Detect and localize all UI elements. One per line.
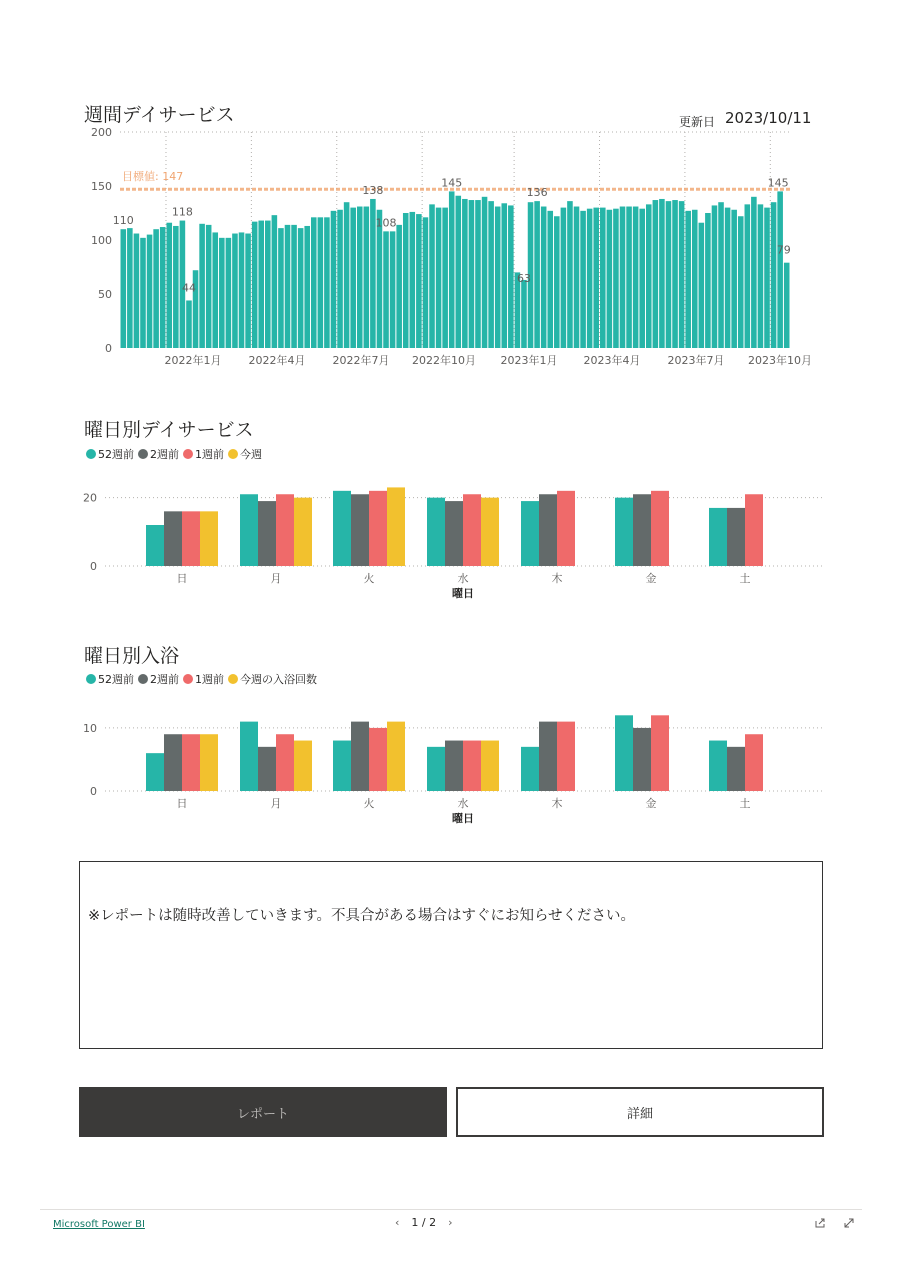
page-indicator: 1 / 2 — [411, 1216, 437, 1229]
weekly-bar — [239, 232, 245, 348]
powerbi-link[interactable]: Microsoft Power BI — [53, 1219, 145, 1230]
bar — [651, 491, 669, 566]
data-label: 79 — [776, 243, 791, 257]
x-tick-label: 水 — [457, 797, 469, 810]
bar — [240, 722, 258, 791]
weekly-bar — [337, 210, 343, 348]
bar — [200, 511, 218, 566]
share-icon[interactable] — [814, 1217, 826, 1232]
x-tick-label: 水 — [457, 572, 469, 585]
legend-item[interactable] — [86, 671, 134, 687]
weekly-bar — [672, 200, 678, 348]
weekly-bar — [653, 200, 659, 348]
weekly-bar — [206, 225, 212, 348]
data-label: 44 — [181, 281, 196, 295]
bar — [182, 734, 200, 791]
weekly-bar — [784, 263, 790, 348]
weekly-bar — [593, 208, 599, 348]
x-tick-label: 木 — [551, 572, 563, 585]
weekly-bar — [140, 238, 146, 348]
legend-item[interactable] — [183, 671, 224, 687]
bar — [557, 491, 575, 566]
weekly-bar — [620, 207, 626, 348]
legend-item[interactable] — [228, 671, 317, 687]
weekly-bar — [304, 226, 310, 348]
weekly-bar — [252, 222, 258, 348]
weekly-bar — [258, 221, 264, 348]
weekly-bar — [416, 214, 422, 348]
page-navigator — [395, 1216, 453, 1229]
dow-service-title: 曜日別デイサービス — [84, 419, 254, 441]
y-tick-label: 0 — [90, 785, 97, 798]
weekly-bar — [285, 225, 291, 348]
legend-dot — [86, 674, 96, 684]
weekly-bar — [501, 203, 507, 348]
legend-item[interactable] — [183, 446, 224, 462]
updated-label: 更新日 — [679, 115, 716, 129]
weekly-bar — [403, 213, 409, 348]
expand-icon[interactable] — [843, 1217, 855, 1232]
bar — [427, 498, 445, 566]
bar — [615, 715, 633, 791]
weekly-bar — [423, 217, 429, 348]
legend-dot — [228, 449, 238, 459]
x-tick-label: 2022年1月 — [164, 354, 222, 367]
x-tick-label: 木 — [551, 797, 563, 810]
weekly-day-service-chart[interactable] — [0, 120, 905, 380]
weekly-bar — [469, 200, 475, 348]
weekly-bar — [764, 208, 770, 348]
data-label: 138 — [362, 183, 384, 197]
bar — [369, 491, 387, 566]
x-tick-label: 火 — [363, 797, 375, 810]
dow-service-chart[interactable] — [0, 480, 905, 605]
bar — [333, 491, 351, 566]
bar — [276, 734, 294, 791]
bar — [539, 494, 557, 566]
weekly-chart-title: 週間デイサービス — [84, 104, 235, 126]
weekly-bar — [666, 201, 672, 348]
bar — [745, 494, 763, 566]
weekly-bar — [705, 213, 711, 348]
bar — [387, 722, 405, 791]
y-tick-label: 150 — [91, 180, 112, 193]
x-tick-label: 2022年4月 — [248, 354, 306, 367]
legend-label: 今週の入浴回数 — [240, 673, 317, 686]
bar — [200, 734, 218, 791]
bar — [146, 525, 164, 566]
dow-bath-legend — [86, 671, 317, 687]
weekly-bar — [626, 207, 632, 348]
weekly-bar — [738, 216, 744, 348]
weekly-bar — [121, 229, 127, 348]
x-tick-label: 2022年10月 — [412, 354, 476, 367]
weekly-bar — [699, 223, 705, 348]
data-label: 136 — [526, 186, 548, 200]
weekly-bar — [659, 199, 665, 348]
weekly-bar — [383, 231, 389, 348]
weekly-bar — [278, 228, 284, 348]
updated-date: 2023/10/11 — [725, 109, 812, 127]
bar — [164, 511, 182, 566]
weekly-bar — [344, 202, 350, 348]
bar — [146, 753, 164, 791]
chevron-left-icon[interactable]: ‹ — [395, 1216, 400, 1229]
bar — [463, 741, 481, 791]
legend-label: 52週前 — [98, 673, 134, 686]
x-tick-label: 土 — [739, 797, 751, 810]
weekly-bar — [712, 205, 718, 348]
y-tick-label: 10 — [83, 721, 97, 735]
legend-dot — [228, 674, 238, 684]
legend-dot — [86, 449, 96, 459]
legend-label: 2週前 — [150, 673, 179, 686]
y-tick-label: 20 — [83, 491, 97, 505]
x-tick-label: 日 — [176, 797, 188, 810]
weekly-bar — [364, 207, 370, 348]
weekly-bar — [554, 216, 560, 348]
weekly-bar — [318, 217, 324, 348]
bar — [651, 715, 669, 791]
bar — [240, 494, 258, 566]
data-label: 118 — [171, 205, 193, 219]
legend-dot — [183, 674, 193, 684]
bar — [463, 494, 481, 566]
data-label: 63 — [516, 271, 531, 285]
weekly-bar — [613, 209, 619, 348]
weekly-bar — [574, 207, 580, 348]
bar — [539, 722, 557, 791]
bar — [258, 501, 276, 566]
weekly-bar — [199, 224, 205, 348]
weekly-bar — [534, 201, 540, 348]
legend-label: 今週 — [240, 448, 262, 461]
bar — [709, 741, 727, 791]
legend-label: 52週前 — [98, 448, 134, 461]
weekly-bar — [153, 229, 159, 348]
bar — [445, 741, 463, 791]
legend-item[interactable] — [86, 446, 134, 462]
x-tick-label: 2023年1月 — [500, 354, 558, 367]
weekly-bar — [311, 217, 317, 348]
weekly-bar — [646, 204, 652, 348]
x-tick-label: 火 — [363, 572, 375, 585]
bar — [633, 494, 651, 566]
legend-item[interactable] — [228, 446, 262, 462]
weekly-bar — [547, 211, 553, 348]
bar — [351, 722, 369, 791]
chevron-right-icon[interactable]: › — [448, 1216, 453, 1229]
weekly-bar — [186, 300, 192, 348]
data-label: 110 — [112, 214, 134, 228]
weekly-bar — [298, 228, 304, 348]
legend-label: 2週前 — [150, 448, 179, 461]
weekly-bar — [488, 201, 494, 348]
bar — [481, 498, 499, 566]
weekly-bar — [495, 207, 501, 348]
x-tick-label: 日 — [176, 572, 188, 585]
y-tick-label: 200 — [91, 126, 112, 139]
bar — [481, 741, 499, 791]
x-tick-label: 2023年7月 — [667, 354, 725, 367]
x-tick-label: 2022年7月 — [332, 354, 390, 367]
weekly-bar — [639, 209, 645, 348]
weekly-bar — [173, 226, 179, 348]
target-label: 目標値: 147 — [122, 170, 184, 184]
weekly-bar — [567, 201, 573, 348]
x-tick-label: 2023年4月 — [583, 354, 641, 367]
detail-button[interactable]: 詳細 — [456, 1087, 824, 1137]
notice-text: ※レポートは随時改善していきます。不具合がある場合はすぐにお知らせください。 — [88, 908, 636, 924]
y-tick-label: 100 — [91, 234, 112, 247]
legend-dot — [183, 449, 193, 459]
weekly-bar — [580, 211, 586, 348]
weekly-bar — [331, 211, 337, 348]
weekly-bar — [633, 207, 639, 348]
data-label: 108 — [375, 216, 397, 230]
weekly-bar — [377, 210, 383, 348]
weekly-bar — [745, 204, 751, 348]
weekly-bar — [245, 234, 251, 348]
weekly-bar — [607, 210, 613, 348]
weekly-bar — [134, 234, 140, 348]
weekly-bar — [291, 225, 297, 348]
weekly-bar — [436, 208, 442, 348]
x-tick-label: 金 — [645, 797, 657, 810]
bar — [294, 741, 312, 791]
weekly-bar — [482, 197, 488, 348]
legend-item[interactable] — [138, 446, 179, 462]
weekly-bar — [777, 191, 783, 348]
weekly-bar — [679, 201, 685, 348]
legend-label: 1週前 — [195, 673, 224, 686]
x-tick-label: 月 — [270, 572, 282, 585]
bar — [387, 487, 405, 566]
y-tick-label: 50 — [98, 288, 112, 301]
x-axis-title: 曜日 — [452, 812, 474, 825]
bar — [427, 747, 445, 791]
footer-divider — [40, 1209, 862, 1210]
weekly-bar — [600, 208, 606, 348]
weekly-bar — [357, 207, 363, 348]
data-label: 145 — [441, 176, 463, 190]
weekly-bar — [166, 223, 172, 348]
legend-label: 1週前 — [195, 448, 224, 461]
weekly-bar — [758, 204, 764, 348]
weekly-bar — [390, 231, 396, 348]
weekly-bar — [508, 205, 514, 348]
bar — [276, 494, 294, 566]
bar — [445, 501, 463, 566]
bar — [369, 728, 387, 791]
weekly-bar — [521, 280, 527, 348]
weekly-bar — [232, 234, 238, 348]
bar — [521, 501, 539, 566]
bar — [351, 494, 369, 566]
bar — [164, 734, 182, 791]
weekly-bar — [462, 199, 468, 348]
x-tick-label: 2023年10月 — [748, 354, 812, 367]
x-tick-label: 金 — [645, 572, 657, 585]
y-tick-label: 0 — [90, 560, 97, 573]
weekly-bar — [219, 238, 225, 348]
bar — [333, 741, 351, 791]
weekly-bar — [725, 208, 731, 348]
data-label: 145 — [767, 176, 789, 190]
x-tick-label: 月 — [270, 797, 282, 810]
bar — [182, 511, 200, 566]
weekly-bar — [429, 204, 435, 348]
notice-box — [79, 861, 823, 1049]
weekly-bar — [751, 197, 757, 348]
weekly-bar — [127, 228, 133, 348]
weekly-bar — [265, 221, 271, 348]
bar — [557, 722, 575, 791]
weekly-bar — [442, 208, 448, 348]
weekly-bar — [731, 210, 737, 348]
bar — [294, 498, 312, 566]
weekly-bar — [685, 211, 691, 348]
y-tick-label: 0 — [105, 342, 112, 355]
x-axis-title: 曜日 — [452, 587, 474, 600]
weekly-bar — [226, 238, 232, 348]
weekly-bar — [272, 215, 278, 348]
legend-dot — [138, 674, 148, 684]
bar — [258, 747, 276, 791]
x-tick-label: 土 — [739, 572, 751, 585]
dow-service-legend — [86, 446, 262, 462]
dow-bath-chart[interactable] — [0, 705, 905, 830]
weekly-bar — [456, 196, 462, 348]
legend-item[interactable] — [138, 671, 179, 687]
legend-dot — [138, 449, 148, 459]
weekly-bar — [396, 225, 402, 348]
weekly-bar — [561, 208, 567, 348]
bar — [615, 498, 633, 566]
weekly-bar — [324, 217, 330, 348]
weekly-bar — [449, 191, 455, 348]
bar — [633, 728, 651, 791]
weekly-bar — [475, 200, 481, 348]
weekly-bar — [718, 202, 724, 348]
weekly-bar — [410, 212, 416, 348]
dow-bath-title: 曜日別入浴 — [84, 645, 180, 667]
weekly-bar — [212, 232, 218, 348]
weekly-bar — [541, 207, 547, 348]
weekly-bar — [587, 209, 593, 348]
weekly-bar — [692, 210, 698, 348]
weekly-bar — [147, 235, 153, 348]
weekly-bar — [160, 227, 166, 348]
bar — [727, 508, 745, 566]
bar — [727, 747, 745, 791]
bar — [709, 508, 727, 566]
bar — [745, 734, 763, 791]
weekly-bar — [350, 208, 356, 348]
bar — [521, 747, 539, 791]
weekly-bar — [771, 202, 777, 348]
report-button[interactable]: レポート — [79, 1087, 447, 1137]
